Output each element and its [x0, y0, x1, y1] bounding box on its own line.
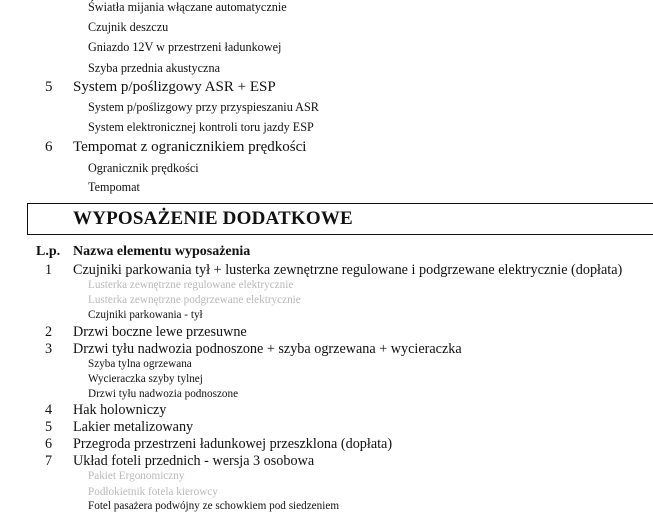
section-header-box: [27, 203, 653, 235]
item-number: 1: [45, 262, 53, 278]
subitem: Szyba przednia akustyczna: [88, 61, 220, 75]
item-name: Drzwi boczne lewe przesuwne: [73, 324, 247, 340]
item-number: 5: [45, 79, 53, 95]
item-name: Tempomat z ogranicznikiem prędkości: [73, 139, 307, 155]
subitem: System p/poślizgowy przy przyspieszaniu ASR: [88, 100, 319, 114]
item-number: 7: [45, 453, 53, 469]
subitem: Czujniki parkowania - tył: [88, 309, 203, 321]
subitem: Fotel pasażera podwójny ze schowkiem pod siedzeniem: [88, 500, 340, 512]
item-name: Przegroda przestrzeni ładunkowej przeszklona (dopłata): [73, 436, 393, 452]
subitem: Gniazdo 12V w przestrzeni ładunkowej: [88, 40, 282, 54]
section-title: WYPOSAŻENIE DODATKOWE: [73, 208, 353, 229]
subitem: Tempomat: [88, 180, 140, 194]
subitem: Czujnik deszczu: [88, 20, 169, 34]
item-number: 3: [45, 341, 53, 357]
item-name: Drzwi tyłu nadwozia podnoszone + szyba ogrzewana + wycieraczka: [73, 341, 462, 357]
item-number: 5: [45, 419, 53, 435]
subitem-dimmed: Lusterka zewnętrzne regulowane elektrycznie: [88, 279, 294, 291]
item-name: Układ foteli przednich - wersja 3 osobowa: [73, 453, 315, 469]
item-number: 6: [45, 436, 53, 452]
item-number: 4: [45, 402, 53, 418]
subitem-dimmed: Lusterka zewnętrzne podgrzewane elektrycznie: [88, 294, 301, 306]
item-number: 6: [45, 139, 53, 155]
subitem: System elektronicznej kontroli toru jazdy ESP: [88, 120, 314, 134]
item-name: System p/poślizgowy ASR + ESP: [73, 79, 276, 95]
item-name: Hak holowniczy: [73, 402, 167, 418]
item-name: Czujniki parkowania tył + lusterka zewnętrzne regulowane i podgrzewane elektrycznie (dopłata): [73, 262, 623, 278]
column-header-number: L.p.: [36, 244, 61, 259]
subitem: Ogranicznik prędkości: [88, 161, 199, 175]
subitem: Wycieraczka szyby tylnej: [88, 373, 203, 385]
subitem: Światła mijania włączane automatycznie: [88, 0, 287, 14]
item-number: 2: [45, 324, 53, 340]
subitem: Szyba tylna ogrzewana: [88, 358, 192, 370]
subitem: Drzwi tyłu nadwozia podnoszone: [88, 388, 239, 400]
subitem-dimmed: Pakiet Ergonomiczny: [88, 470, 185, 482]
column-header-name: Nazwa elementu wyposażenia: [73, 244, 251, 259]
subitem-dimmed: Podłokietnik fotela kierowcy: [88, 486, 218, 498]
item-name: Lakier metalizowany: [73, 419, 194, 435]
